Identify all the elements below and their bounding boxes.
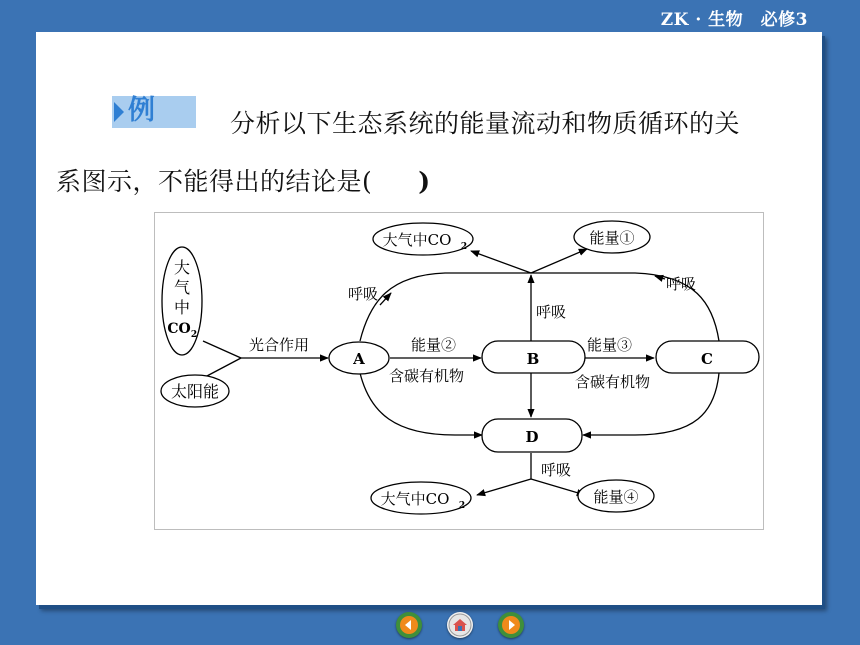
resp-a-label: 呼吸 — [348, 285, 379, 303]
energy4-label: 能量④ — [593, 488, 639, 506]
next-button[interactable] — [498, 612, 524, 638]
resp-c-label: 呼吸 — [666, 275, 697, 293]
prev-icon — [396, 612, 422, 638]
resp-b-label: 呼吸 — [536, 303, 567, 321]
sun-label: 太阳能 — [170, 382, 220, 401]
node-c-label: C — [701, 350, 713, 368]
atm-co2-left-char-4: CO — [167, 321, 191, 337]
slide-content — [36, 32, 822, 605]
energy2-label: 能量② — [411, 336, 457, 354]
node-b-label: B — [526, 350, 540, 368]
energy3-label: 能量③ — [587, 336, 633, 354]
node-a-label: A — [353, 350, 365, 368]
atm-co2-left-char-1: 大 — [173, 258, 191, 277]
atm-co2-left-char-3: 中 — [173, 298, 191, 317]
question-line-2-text: 系图示，不能得出的结论是( — [56, 167, 373, 196]
organic-ab-label: 含碳有机物 — [389, 367, 465, 385]
atm-co2-top-label: 大气中CO — [382, 231, 452, 249]
question-line-1: 分析以下生态系统的能量流动和物质循环的关 — [230, 109, 741, 138]
photosynthesis-label: 光合作用 — [249, 336, 310, 354]
to-bottom-co2-arrow — [477, 479, 531, 495]
a-respiration-line — [360, 273, 531, 341]
badge-label: 例 — [128, 95, 155, 126]
to-energy4-arrow — [531, 479, 585, 495]
to-energy1-arrow — [531, 249, 587, 273]
ecosystem-diagram — [154, 212, 764, 530]
question-close-paren: ) — [418, 167, 431, 196]
atm-co2-bottom-label: 大气中CO — [380, 490, 450, 508]
badge-arrow-icon — [114, 102, 124, 122]
atm-co2-bottom-sub: 2 — [458, 501, 466, 511]
example-badge — [112, 96, 196, 128]
atm-co2-left-sub: 2 — [190, 330, 198, 340]
energy1-label: 能量① — [589, 229, 635, 247]
a-respiration-arrowhead — [380, 293, 391, 305]
home-button[interactable] — [447, 612, 473, 638]
organic-bc-label: 含碳有机物 — [575, 373, 651, 391]
header-title: ZK · 生物 必修3 — [660, 10, 808, 30]
node-d-label: D — [525, 428, 539, 446]
home-icon — [447, 612, 473, 638]
to-top-co2-arrow — [471, 251, 531, 273]
prev-button[interactable] — [396, 612, 422, 638]
resp-d-label: 呼吸 — [541, 461, 572, 479]
next-icon — [498, 612, 524, 638]
atm-co2-left-char-2: 气 — [173, 278, 191, 297]
atm-co2-top-sub: 2 — [460, 242, 468, 252]
sun-connector — [205, 358, 241, 377]
question-line-2 — [56, 162, 431, 198]
co2-connector — [203, 341, 241, 358]
